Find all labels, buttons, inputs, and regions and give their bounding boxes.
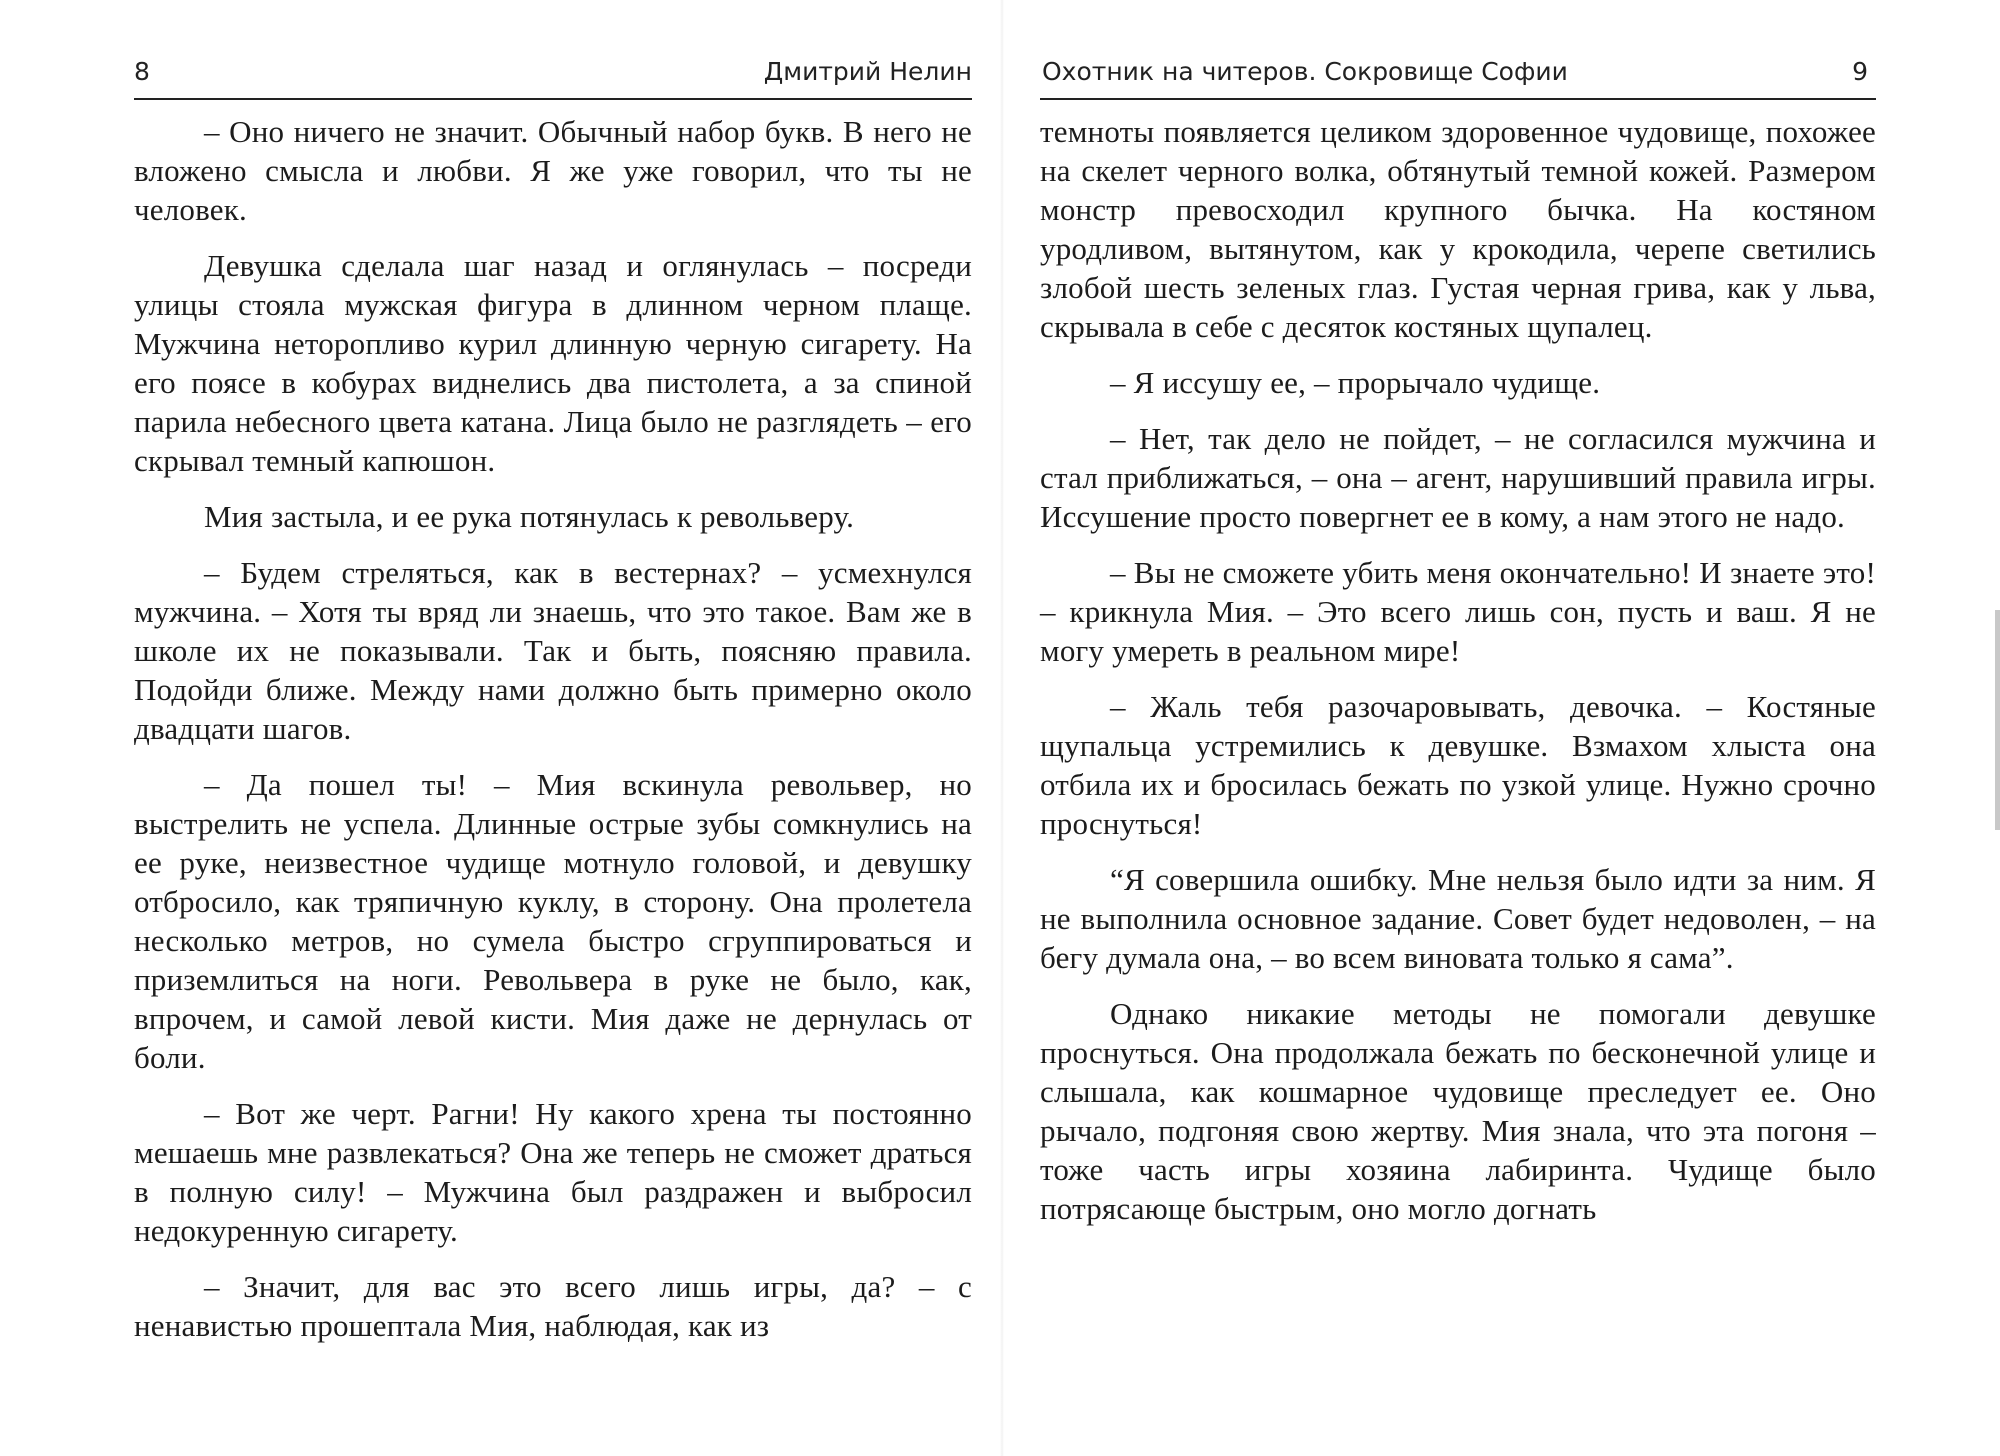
right-page [1040, 0, 1876, 1456]
page-edge-shadow [1995, 610, 2000, 830]
right-running-title: Охотник на читеров. Сокровище Софии [1042, 57, 1568, 86]
left-running-head [134, 54, 972, 100]
paragraph: – Будем стреляться, как в вестернах? – усмехнулся мужчина. – Хотя ты вряд ли знаешь, что это такое. Вам же в школе их не показывали. Так и быть, поясняю правила. Подойди ближе. Между нами должно быть примерно около двадцати шагов. [134, 555, 972, 746]
left-page-number: 8 [134, 57, 150, 86]
paragraph: – Нет, так дело не пойдет, – не согласился мужчина и стал приближаться, – она – агент, нарушивший правила игры. Иссушение просто повергнет ее в кому, а нам этого не надо. [1040, 421, 1876, 534]
paragraph: – Да пошел ты! – Мия вскинула револьвер, но выстрелить не успела. Длинные острые зубы сомкнулись на ее руке, неизвестное чудище мотнуло головой, и девушку отбросило, как тряпичную куклу, в сторону. Она пролетела несколько метров, но сумела быстро сгруппироваться и приземлиться на ноги. Револьвера в руке не было, как, впрочем, и самой левой кисти. Мия даже не дернулась от боли. [134, 767, 972, 1075]
book-gutter [1000, 0, 1004, 1456]
right-page-number: 9 [1852, 57, 1868, 86]
paragraph: “Я совершила ошибку. Мне нельзя было идти за ним. Я не выполнила основное задание. Совет будет недоволен, – на бегу думала она, – во всем виновата только я сама”. [1040, 862, 1876, 975]
paragraph: – Я иссушу ее, – прорычало чудище. [1110, 365, 1601, 400]
paragraph: – Вот же черт. Рагни! Ну какого хрена ты постоянно мешаешь мне развлекаться? Она же теперь не сможет драться в полную силу! – Мужчина был раздражен и выбросил недокуренную сигарету. [134, 1096, 972, 1248]
paragraph: темноты появляется целиком здоровенное чудовище, похожее на скелет черного волка, обтянутый темной кожей. Размером монстр превосходил крупного бычка. На костяном уродливом, вытянутом, как у крокодила, черепе светились злобой шесть зеленых глаз. Густая черная грива, как у льва, скрывала в себе с десяток костяных щупалец. [1040, 114, 1876, 344]
left-running-title: Дмитрий Нелин [763, 57, 972, 86]
paragraph: Девушка сделала шаг назад и оглянулась – посреди улицы стояла мужская фигура в длинном черном плаще. Мужчина неторопливо курил длинную черную сигарету. На его поясе в кобурах виднелись два пистолета, а за спиной парила небесного цвета катана. Лица было не разглядеть – его скрывал темный капюшон. [134, 248, 972, 478]
paragraph: – Вы не сможете убить меня окончательно! И знаете это! – крикнула Мия. – Это всего лишь сон, пусть и ваш. Я не могу умереть в реальном мире! [1040, 555, 1876, 668]
paragraph: – Значит, для вас это всего лишь игры, да? – с ненавистью прошептала Мия, наблюдая, как из [134, 1269, 972, 1343]
right-body-text [1040, 112, 1876, 1245]
left-body-text [134, 112, 972, 1362]
right-running-head [1040, 54, 1876, 100]
left-page [134, 0, 972, 1456]
paragraph: – Жаль тебя разочаровывать, девочка. – Костяные щупальца устремились к девушке. Взмахом хлыста она отбила их и бросилась бежать по узкой улице. Нужно срочно проснуться! [1040, 689, 1876, 841]
paragraph: – Оно ничего не значит. Обычный набор букв. В него не вложено смысла и любви. Я же уже говорил, что ты не человек. [134, 114, 972, 227]
paragraph: Мия застыла, и ее рука потянулась к револьверу. [204, 499, 855, 534]
paragraph: Однако никакие методы не помогали девушке проснуться. Она продолжала бежать по бесконечной улице и слышала, как кошмарное чудовище преследует ее. Оно рычало, подгоняя свою жертву. Мия знала, что эта погоня – тоже часть игры хозяина лабиринта. Чудище было потрясающе быстрым, оно могло догнать [1040, 996, 1876, 1226]
